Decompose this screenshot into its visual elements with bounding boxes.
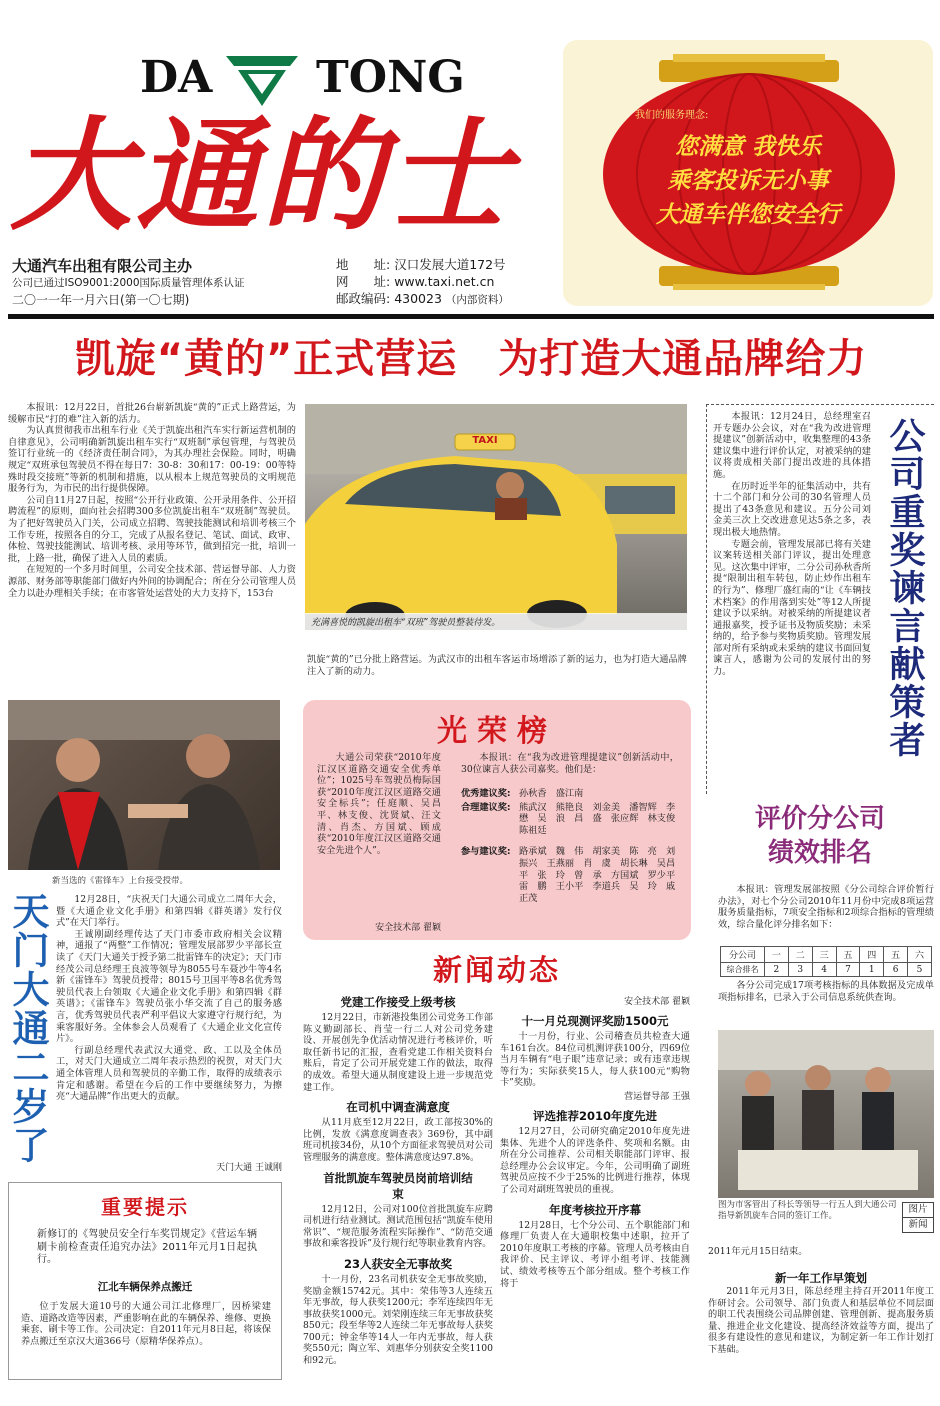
perf-table bbox=[720, 946, 932, 977]
honor-left-byline: 安全技术部 翟颖 bbox=[375, 923, 441, 933]
honor-group-label: 参与建议奖: bbox=[461, 846, 511, 858]
perf-title-line1: 评价分公司 bbox=[754, 804, 885, 834]
perf-title bbox=[706, 802, 934, 870]
perf-th: 六 bbox=[908, 947, 932, 963]
ceremony-byline: 天门大通 王诚刚 bbox=[216, 1163, 282, 1173]
news-col-right bbox=[500, 994, 690, 1374]
news-byline: 营运督导部 王强 bbox=[624, 1091, 690, 1102]
reward-para: 专题会前，管理发展部已将有关建议案转送相关部门评议，提出处理意见。这次集中评审，二分公司孙秋香所提“限制出租车转包，防止炒作出租车的行为”、修理厂盛红南的“让《车辆技术档案》的作用落到实处”等12人所提建议予以采纳。对被采纳的所提建议者通报嘉奖，授予证书及物质奖励；未采纳的，给予参与奖物质奖励。管理发展部对所有采纳或未采纳的建议书面回复谏言人，感谢为公司的发展付出的努力。 bbox=[713, 538, 871, 678]
meeting-people-icon bbox=[718, 1030, 934, 1198]
ceremony-people-icon bbox=[8, 700, 280, 870]
perf-th: 五 bbox=[884, 947, 908, 963]
lead-para: 公司自11月27日起，按照“公开行业政策、公开录用条件、公开招聘流程”的原则，面向社会招聘300多位凯旋出租车“双班制”驾驶员。为了把好驾驶员入门关，公司成立招聘、驾驶技能测试和培训考核三个工作专班，按照各自的分工，完成了从报名登记、笔试、面试、政审、体检、驾驶技能测试、培训考核、录用等环节，做到招完一批，培训一批，上路一批，确保了进入人员的素质。 bbox=[8, 494, 296, 564]
news-byline: 安全技术部 翟颖 bbox=[624, 997, 690, 1007]
zip-value: 430023 bbox=[394, 291, 442, 306]
perf-th: 四 bbox=[860, 947, 884, 963]
logo bbox=[110, 50, 480, 110]
reward-para: 本报讯：12月24日，总经理室召开专题办公会议，对在“我为改进管理提建议”创新活动中，收集整理的43条建议集中进行评价认定，对被采纳的建议将责成相关部门提出改进的具体措施。 bbox=[713, 411, 871, 480]
lantern-panel bbox=[563, 40, 933, 306]
masthead-rule bbox=[8, 314, 934, 319]
news-item-body: 从11月底至12月22日，政工部按30%的比例，发放《满意度调查表》369份，其中副班司机接34份，从10个方面征求驾驶员对公司管理服务的满意度。整体满意度达97.8%。 bbox=[303, 1117, 493, 1163]
honor-group bbox=[461, 801, 685, 837]
taxi-photo bbox=[305, 404, 687, 630]
honor-title: 光荣榜 bbox=[437, 714, 557, 749]
perf-cell: 7 bbox=[836, 963, 860, 977]
lead-para: 在短短的一个多月时间里，公司安全技术部、营运督导部、人力资源部、财务部等职能部门做好内外间的协调配合；所在分公司管理人员全力以赴办理相关手续；在市客管处运营处的大力支持下，153台 bbox=[8, 564, 296, 599]
perf-cell: 1 bbox=[860, 963, 884, 977]
notice-subtitle: 江北车辆保养点搬迁 bbox=[97, 1281, 193, 1293]
reward-title: 公司重奖谏言献策者 bbox=[884, 417, 925, 759]
news-item-title: 23人获安全无事故奖 bbox=[343, 1256, 452, 1271]
masthead-title: 大通的士 bbox=[10, 108, 514, 243]
news-item-title: 评选推荐2010年度先进 bbox=[532, 1108, 657, 1123]
news-item-title: 十一月兑现测评奖励1500元 bbox=[521, 1014, 669, 1028]
lead-para: 本报讯：12月22日，首批26台崭新凯旋“黄的”正式上路营运，为缓解市民“打的难”注入新的活力。 bbox=[8, 402, 296, 425]
address-value: 汉口发展大道172号 bbox=[394, 257, 506, 272]
ceremony-photo bbox=[8, 700, 280, 870]
perf-cell: 3 bbox=[788, 963, 812, 977]
address-label: 地 址: bbox=[336, 257, 391, 272]
masthead-info bbox=[336, 256, 566, 309]
perf-photo-after: 2011年元月15日结束。 bbox=[708, 1246, 808, 1257]
honor-group bbox=[461, 788, 679, 800]
notice-text: 新修订的《驾驶员安全行车奖罚规定》《营运车辆刷卡前检查责任追究办法》2011年元月1日起执行。 bbox=[37, 1229, 257, 1265]
ceremony-caption: 新当选的《雷锋车》上台接受授带。 bbox=[52, 876, 189, 886]
honor-group-label: 优秀建议奖: bbox=[461, 788, 511, 799]
perf-photo bbox=[718, 1030, 934, 1198]
perf-after: 各分公司完成17项考核指标的具体数据及完成单项指标排名，已录入于公司信息系统供查询。 bbox=[718, 980, 934, 1003]
news-item-body: 12月28日，七个分公司、五个职能部门和修理厂负责人在大通职校集中述职，拉开了2010年度职工考核的序幕。管理人员考核由自我评价、民主评议、考评小组考评、技能测试、绩效考核等五个部分组成。整个考核工作将于 bbox=[500, 1219, 690, 1289]
honor-right-intro: 本报讯：在“我为改进管理提建议”创新活动中，30位谏言人获公司嘉奖。他们是： bbox=[461, 752, 679, 775]
ceremony-para: 行副总经理代表武汉大通党、政、工以及全体员工，对天门大通成立二周年表示热烈的祝贺，对天门大通全体管理人员和驾驶员的辛勤工作，取得的成绩表示肯定和感谢。希望在今后的工作中要继续努力，为擦亮“大通品牌”作出更大的贡献。 bbox=[56, 1044, 282, 1103]
web-value[interactable]: www.taxi.net.cn bbox=[394, 274, 495, 289]
photo-tag-line2: 新闻 bbox=[908, 1219, 928, 1230]
perf-th: 三 bbox=[812, 947, 836, 963]
ceremony-body bbox=[56, 894, 282, 1160]
reward-box bbox=[706, 404, 934, 794]
perf-cell: 5 bbox=[908, 963, 932, 977]
honor-group bbox=[461, 846, 685, 904]
logo-right: TONG bbox=[316, 52, 465, 103]
lantern-label: 我们的服务理念: bbox=[635, 110, 709, 121]
main-headline: 凯旋“黄的”正式营运 为打造大通品牌给力 bbox=[74, 336, 868, 382]
news-item-title: 首批凯旋车驾驶员岗前培训结束 bbox=[323, 1170, 473, 1201]
reward-para: 在历时近半年的征集活动中，共有十二个部门和分公司的30名管理人员提出了43条意见和建议。五分公司刘金美三次上交改进意见达5条之多，表现出极大地热情。 bbox=[713, 480, 871, 538]
perf-th: 分公司 bbox=[721, 947, 765, 963]
newyear-body: 2011年元月3日，陈总经理主持召开2011年度工作研讨会。公司领导、部门负责人和基层单位不同层面的职工代表围绕公司品牌创建、管理创新、提高服务质量、推进企业文化建设、提高经济效益等方面，提出了很多有建设性的意见和建议，为制定新一年工作计划打下基础。 bbox=[708, 1286, 934, 1355]
ceremony-para: 12月28日，“庆祝天门大通公司成立二周年大会，暨《大通企业文化手册》和第四辑《群英谱》发行仪式”在天门举行。 bbox=[56, 894, 282, 929]
honor-groups bbox=[461, 788, 685, 904]
ceremony-title: 天门大通二岁了 bbox=[6, 892, 49, 1165]
news-item-title: 年度考核拉开序幕 bbox=[549, 1202, 641, 1217]
news-item-body: 12月12日，公司对100位首批凯旋车应聘司机进行结业测试。测试范围包括“凯旋车使用常识”、“规范服务流程实际操作”、“防范交通事故和乘客投诉”及行规行纪等职业教育内容。 bbox=[303, 1203, 493, 1250]
web-label: 网 址: bbox=[336, 274, 391, 289]
perf-photo-caption: 图为市客管出了科长等领导一行五人到大通公司指导新凯旋车合同的签订工作。 bbox=[718, 1200, 897, 1221]
honor-group-names: 孙秋香 盛江南 bbox=[519, 788, 584, 799]
honor-left-text: 大通公司荣获“2010年度江汉区道路交通安全优秀单位”；1025号车驾驶员梅际国获“2010年度江汉区道路交通安全标兵”；任庭顺、吴昌平、林支俊、沈贤斌、汪文清、肖杰、方国斌、顾成获“2010年度江汉区道路交通安全先进个人”。 bbox=[317, 752, 441, 856]
honor-box bbox=[303, 700, 691, 940]
internal-note: （内部资料） bbox=[445, 294, 509, 306]
photo-tag-line1: 图片 bbox=[903, 1203, 933, 1218]
honor-group-names: 路承斌 魏 伟 胡家美 陈 亮 刘振兴 王燕丽 肖 虞 胡长琳 吴昌平 张 玲 曾 承 方国斌 罗少平 雷 鹏 王小平 李道兵 吴 玲 戚正茂 bbox=[519, 846, 685, 904]
perf-cell: 4 bbox=[812, 963, 836, 977]
perf-photo-tag bbox=[902, 1202, 934, 1233]
logo-left: DA bbox=[140, 52, 213, 103]
perf-title-line2: 绩效排名 bbox=[767, 838, 872, 868]
perf-th: 一 bbox=[765, 947, 789, 963]
perf-th: 二 bbox=[788, 947, 812, 963]
news-item-body: 十一月份，行业、公司稽查员共检查大通车161台次。84位司机测评获100分，四69位当月车辆有“电子眼”违章记录；或有违章违规等行为；实际获奖15人，每人获100元“购物卡”奖励。 bbox=[500, 1031, 690, 1089]
news-item-body: 12月27日，公司研究确定2010年度先进集体、先进个人的评选条件、奖项和名额。由所在分公司推荐、公司相关职能部门评审、报总经理办公会议审定。今年，公司明确了副班驾驶员应按不少于25%的比例进行推荐，体现了公司对副班驾驶员的重视。 bbox=[500, 1125, 690, 1195]
masthead-sponsor: 大通汽车出租有限公司主办 bbox=[12, 257, 193, 275]
honor-group-names: 熊武汉 熊艳良 刘金美 潘智辉 李 懋 吴 浪 昌 盛 张应辉 林支俊 陈祖廷 bbox=[519, 801, 685, 836]
taxi-photo-after: 凯旋“黄的”已分批上路营运。为武汉市的出租车客运市场增添了新的运力，也为打造大通品牌注入了新的动力。 bbox=[307, 654, 687, 677]
taxi-photo-caption: 充满喜悦的凯旋出租车“双班”驾驶员整装待发。 bbox=[305, 613, 687, 630]
perf-table-head bbox=[721, 947, 932, 963]
news-col-left bbox=[303, 994, 493, 1374]
news-title: 新闻动态 bbox=[432, 953, 561, 987]
perf-cell: 6 bbox=[884, 963, 908, 977]
notice-body: 位于发展大道10号的大通公司江北修理厂，因桥梁建造、道路改造等因素，严重影响在此的车辆保养、维修、更换乘套、刷卡等工作。公司决定：自2011年元月8日起，将该保养点搬迁至京汉大道366号（原精华保养点）。 bbox=[21, 1301, 271, 1347]
lantern-line1: 您满意 我快乐 bbox=[674, 133, 821, 160]
honor-group-label: 合理建议奖: bbox=[461, 801, 511, 813]
masthead-iso: 公司已通过ISO9001:2000国际质量管理体系认证 bbox=[12, 277, 245, 289]
perf-table-row bbox=[721, 963, 932, 977]
perf-intro: 本报讯：管理发展部按照《分公司综合评价暂行办法》，对七个分公司2010年11月份中完成8项运营服务质量指标，7项安全指标和2项综合指标的管理绩效，综合量化评分排名如下： bbox=[718, 884, 934, 930]
perf-row-label: 综合排名 bbox=[721, 963, 765, 977]
lantern-line2: 乘客投诉无小事 bbox=[667, 167, 829, 194]
lead-para: 为认真贯彻我市出租车行业《关于凯旋出租汽车实行新运营机制的自律意见》，公司明确新凯旋出租车实行“双班制”承包管理，与驾驶员签订行业统一的《经济责任制合同》，为其办理社会保险。同时，明确规定“双班承包驾驶员不得在每日7：30-8：30和17：00-19：00等特殊时段交接班”等新的机制和措施，以从根本上规范驾驶员的文明规范服务行为，为市民的出行提供保障。 bbox=[8, 425, 296, 495]
news-item-title: 在司机中调查满意度 bbox=[346, 1100, 450, 1115]
newyear-title: 新一年工作早策划 bbox=[775, 1271, 867, 1285]
news-item-title: 党建工作接受上级考核 bbox=[340, 995, 456, 1009]
lead-article bbox=[8, 402, 296, 678]
ceremony-para: 王诚刚副经理传达了天门市委市政府相关会议精神，通报了“两整”工作情况；管理发展部罗少平部长宣读了《天门大通关于授予第二批雷锋车的决定》；天门市经茂公司总经理王良波等领导为8055号车聂沙牛等4名新《雷锋车》驾驶员授带；8015号卫国平等8名优秀驾驶员代表上台领取《大通企业文化手册》和第四辑《群英谱》；《雷锋车》驾驶员张小华交流了自己的服务感言，优秀驾驶员代表严利平倡议大家遵守行规行纪，为乘客服好务。全体参会人员观看了《大通企业文化宣传片》。 bbox=[56, 928, 282, 1045]
reward-body bbox=[713, 411, 871, 791]
news-item-body: 12月22日，市新港投集团公司党务工作部陈义勤副部长、肖莹一行二人对公司党务建设、开展创先争优活动情况进行考核评价，听取任新书记的汇报，查看党建工作相关资料台账后，肯定了公司开展党建工作的做法，取得的成效。希望大通从制度建设上进一步规范党建工作。 bbox=[303, 1012, 493, 1093]
news-item-body: 十一月份，23名司机获安全无事故奖励，奖励金额15742元。其中：荣伟等3人连续五年无事故，每人获奖1200元；李军连续四年无事故获奖1000元。刘荣刚连续三年无事故获奖850元；段至华等2人连续二年无事故每人获奖700元；钟金华等14人一年内无事故，每人获奖550元；陶立军、刘惠华分别获安全奖1100和92元。 bbox=[303, 1273, 493, 1367]
zip-label: 邮政编码: bbox=[336, 291, 391, 306]
notice-title: 重要提示 bbox=[101, 1195, 189, 1219]
taxi-roof-sign: TAXI bbox=[472, 435, 498, 446]
perf-th: 五 bbox=[836, 947, 860, 963]
logo-chevron-icon bbox=[222, 50, 302, 108]
lantern-line3: 大通车伴您安全行 bbox=[656, 201, 840, 228]
masthead-date: 二〇一一年一月六日(第一〇七期) bbox=[12, 293, 190, 307]
notice-box bbox=[8, 1182, 282, 1380]
perf-cell: 2 bbox=[765, 963, 789, 977]
